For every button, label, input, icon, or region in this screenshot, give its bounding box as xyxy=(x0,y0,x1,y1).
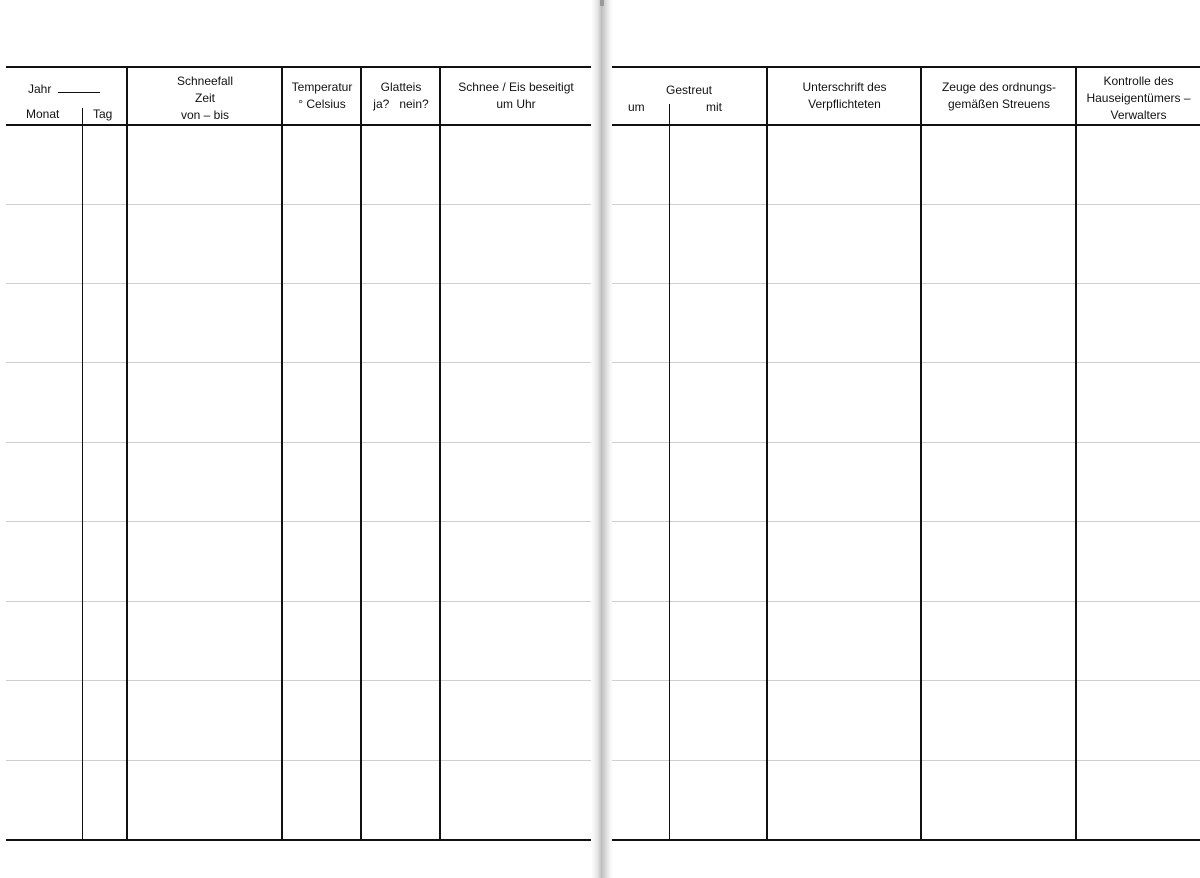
zeuge-header xyxy=(922,79,1076,113)
gestreut-header: Gestreut xyxy=(665,83,713,97)
right-header-rule xyxy=(612,124,1200,126)
jahr-blank-line xyxy=(58,80,100,93)
schnee-eis-line-2: um Uhr xyxy=(496,97,536,111)
right-col-divider xyxy=(766,66,768,840)
right-row-divider xyxy=(612,442,1200,443)
schneefall-line-3: von – bis xyxy=(180,108,230,122)
left-row-divider xyxy=(6,680,591,681)
left-row-divider xyxy=(6,442,591,443)
kontrolle-line-2: Hauseigentümers – xyxy=(1086,91,1191,105)
schneefall-line-1: Schneefall xyxy=(176,74,234,88)
right-row-divider xyxy=(612,601,1200,602)
um-mit-divider xyxy=(669,104,670,839)
kontrolle-header xyxy=(1077,73,1200,124)
temperatur-line-2: ° Celsius xyxy=(298,97,346,111)
right-page xyxy=(606,0,1200,878)
glatteis-line-2: ja? nein? xyxy=(373,97,429,111)
left-col-divider xyxy=(439,66,441,840)
schnee-eis-header xyxy=(441,79,591,113)
right-row-divider xyxy=(612,362,1200,363)
left-col-divider xyxy=(360,66,362,840)
jahr-label: Jahr xyxy=(28,82,52,96)
right-row-divider xyxy=(612,283,1200,284)
schneefall-line-2: Zeit xyxy=(194,91,215,105)
zeuge-line-2: gemäßen Streuens xyxy=(947,97,1051,111)
left-col-divider xyxy=(126,66,128,840)
kontrolle-line-3: Verwalters xyxy=(1110,108,1167,122)
mit-header: mit xyxy=(706,100,722,114)
jahr-field xyxy=(28,80,100,98)
glatteis-header xyxy=(362,79,440,113)
spine-mark xyxy=(600,0,604,6)
temperatur-header xyxy=(283,79,361,113)
monat-tag-divider xyxy=(82,108,83,839)
right-col-divider xyxy=(1075,66,1077,840)
left-row-divider xyxy=(6,601,591,602)
left-page xyxy=(0,0,596,878)
left-top-rule xyxy=(6,66,591,68)
monat-header: Monat xyxy=(26,107,60,121)
right-row-divider xyxy=(612,680,1200,681)
temperatur-line-1: Temperatur xyxy=(291,80,353,94)
left-row-divider xyxy=(6,204,591,205)
right-top-rule xyxy=(612,66,1200,68)
right-row-divider xyxy=(612,204,1200,205)
left-row-divider xyxy=(6,283,591,284)
left-row-divider xyxy=(6,760,591,761)
schneefall-header xyxy=(128,73,282,124)
unterschrift-line-1: Unterschrift des xyxy=(802,80,887,94)
glatteis-line-1: Glatteis xyxy=(380,80,422,94)
left-bottom-rule xyxy=(6,839,591,841)
tag-header: Tag xyxy=(93,107,113,121)
right-row-divider xyxy=(612,760,1200,761)
left-row-divider xyxy=(6,362,591,363)
unterschrift-line-2: Verpflichteten xyxy=(808,97,881,111)
schnee-eis-line-1: Schnee / Eis beseitigt xyxy=(458,80,574,94)
kontrolle-line-1: Kontrolle des xyxy=(1103,74,1174,88)
left-header-rule xyxy=(6,124,591,126)
zeuge-line-1: Zeuge des ordnungs- xyxy=(941,80,1057,94)
right-col-divider xyxy=(920,66,922,840)
book-spine-shadow xyxy=(591,0,613,878)
left-col-divider xyxy=(281,66,283,840)
unterschrift-header xyxy=(768,79,921,113)
um-header: um xyxy=(628,100,645,114)
left-row-divider xyxy=(6,521,591,522)
right-bottom-rule xyxy=(612,839,1200,841)
right-row-divider xyxy=(612,521,1200,522)
